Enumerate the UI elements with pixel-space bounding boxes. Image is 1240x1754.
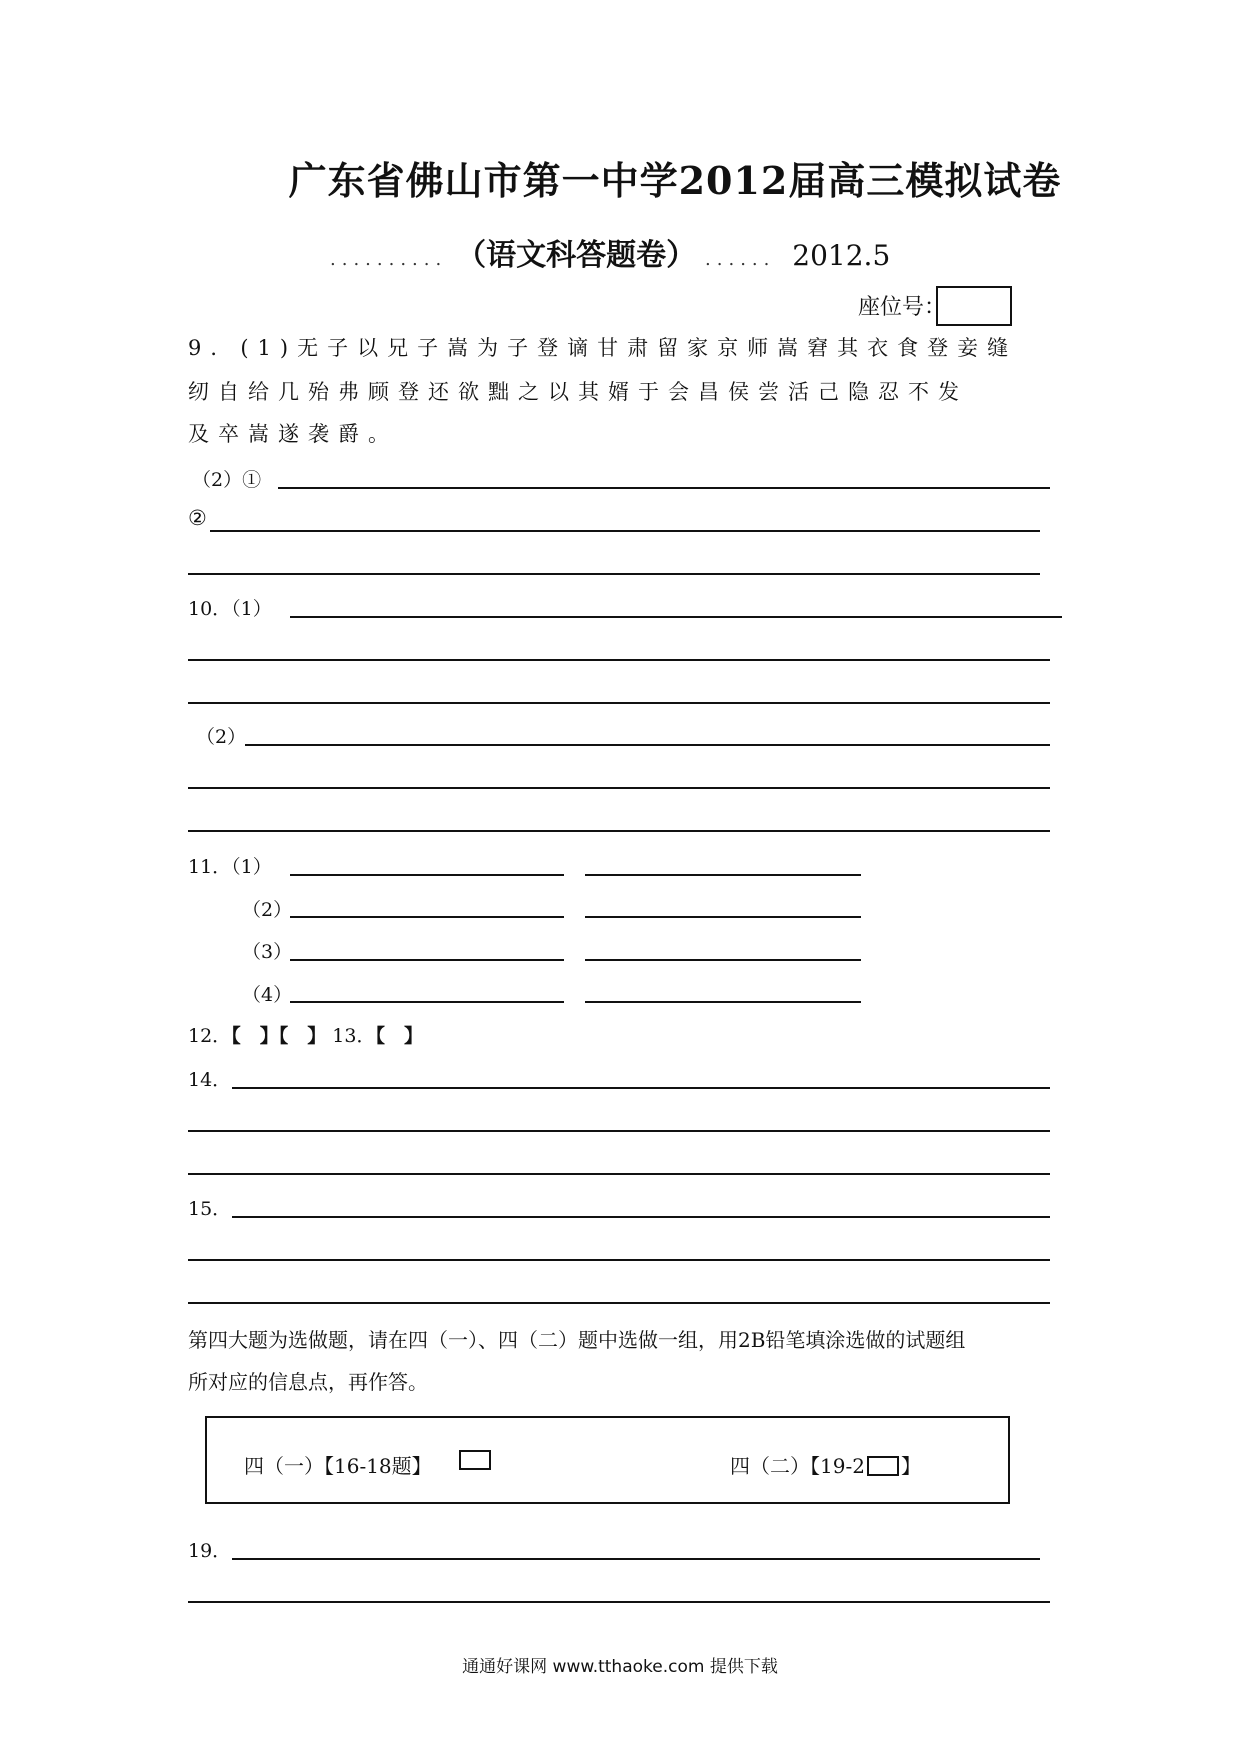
q11-sub1-answer-b[interactable] <box>585 874 861 876</box>
q15-answer-line-3[interactable] <box>188 1302 1050 1304</box>
q9-line-2: 纫自给几殆弗顾登还欲黜之以其婿于会昌侯尝活己隐忍不发 <box>188 380 968 404</box>
q15-answer-line-2[interactable] <box>188 1259 1050 1261</box>
q14-label: 14． <box>188 1069 232 1091</box>
q11-sub4-label: （4） <box>242 984 293 1006</box>
q12-answer-bracket-1[interactable]: 【 】 <box>231 1025 279 1047</box>
option-group-1-checkbox[interactable] <box>459 1450 491 1470</box>
seat-number-label: 座位号： <box>858 295 947 320</box>
option-group-2-bracket-close: 】 <box>900 1454 921 1478</box>
seat-number-box[interactable] <box>936 286 1012 326</box>
page-title: 广东省佛山市第一中学2012届高三模拟试卷 <box>288 158 1062 203</box>
q11-sub3-answer-b[interactable] <box>585 959 861 961</box>
q14-answer-line-2[interactable] <box>188 1130 1050 1132</box>
q11-sub2-answer-b[interactable] <box>585 916 861 918</box>
q9-sub2-label: （2）① <box>192 469 262 491</box>
q10-sub2-label: （2） <box>196 726 247 748</box>
q10-sub2-answer-line-1[interactable] <box>245 744 1050 746</box>
option-group-2-checkbox[interactable] <box>867 1456 899 1476</box>
q10-sub1-answer-line-2[interactable] <box>188 659 1050 661</box>
q9-sub2b-answer-line-2[interactable] <box>188 573 1040 575</box>
subtitle-row <box>330 230 890 274</box>
q9-line-3: 及卒嵩遂袭爵。 <box>188 422 398 446</box>
q11-sub3-label: （3） <box>242 941 293 963</box>
q12-13-row <box>188 1021 423 1048</box>
q10-sub1-answer-line-1[interactable] <box>290 616 1062 618</box>
section4-note-line-2: 所对应的信息点，再作答。 <box>188 1370 428 1394</box>
q11-sub1-answer-a[interactable] <box>290 874 564 876</box>
q19-answer-line-1[interactable] <box>232 1558 1040 1560</box>
option-group-2-label <box>730 1450 921 1479</box>
footer-credit: 通通好课网 www.tthaoke.com 提供下载 <box>462 1657 778 1677</box>
q10-sub1-answer-line-3[interactable] <box>188 702 1050 704</box>
q11-sub4-answer-a[interactable] <box>290 1001 564 1003</box>
q9-sub2b-answer-line-1[interactable] <box>210 530 1040 532</box>
q15-answer-line-1[interactable] <box>232 1216 1050 1218</box>
q10-sub2-answer-line-2[interactable] <box>188 787 1050 789</box>
q14-answer-line-1[interactable] <box>232 1087 1050 1089</box>
exam-date: 2012.5 <box>792 239 891 272</box>
section4-note-line-1: 第四大题为选做题，请在四（一）、四（二）题中选做一组，用2B铅笔填涂选做的试题组 <box>188 1328 966 1352</box>
subtitle-dots-right: ...... <box>705 249 776 270</box>
q11-sub2-label: （2） <box>242 899 293 921</box>
q12-label: 12． <box>188 1025 232 1047</box>
q11-sub2-answer-a[interactable] <box>290 916 564 918</box>
q9-sub2b-label: ② <box>188 506 207 530</box>
q11-sub3-answer-a[interactable] <box>290 959 564 961</box>
q9-line-1: 9．(1)无子以兄子嵩为子登谪甘肃留家京师嵩窘其衣食登妾缝 <box>188 336 1018 360</box>
subtitle-dots-left: .......... <box>330 249 448 270</box>
q10-sub2-answer-line-3[interactable] <box>188 830 1050 832</box>
q19-answer-line-2[interactable] <box>188 1601 1050 1603</box>
q11-sub4-answer-b[interactable] <box>585 1001 861 1003</box>
q13-label: 13． <box>332 1025 376 1047</box>
q15-label: 15． <box>188 1198 232 1220</box>
q11-label: 11．（1） <box>188 856 272 878</box>
q9-sub2-answer-line[interactable] <box>278 487 1050 489</box>
subtitle-text: （语文科答题卷） <box>456 238 697 273</box>
option-group-1-label: 四（一）【16-18题】 <box>244 1454 432 1478</box>
option-group-2-text: 四（二）【19-2 <box>730 1454 865 1478</box>
q12-answer-bracket-2[interactable]: 【 】 <box>278 1025 327 1047</box>
q10-label: 10．（1） <box>188 598 272 620</box>
q14-answer-line-3[interactable] <box>188 1173 1050 1175</box>
q13-answer-bracket[interactable]: 【 】 <box>375 1025 423 1047</box>
q19-label: 19． <box>188 1540 232 1562</box>
